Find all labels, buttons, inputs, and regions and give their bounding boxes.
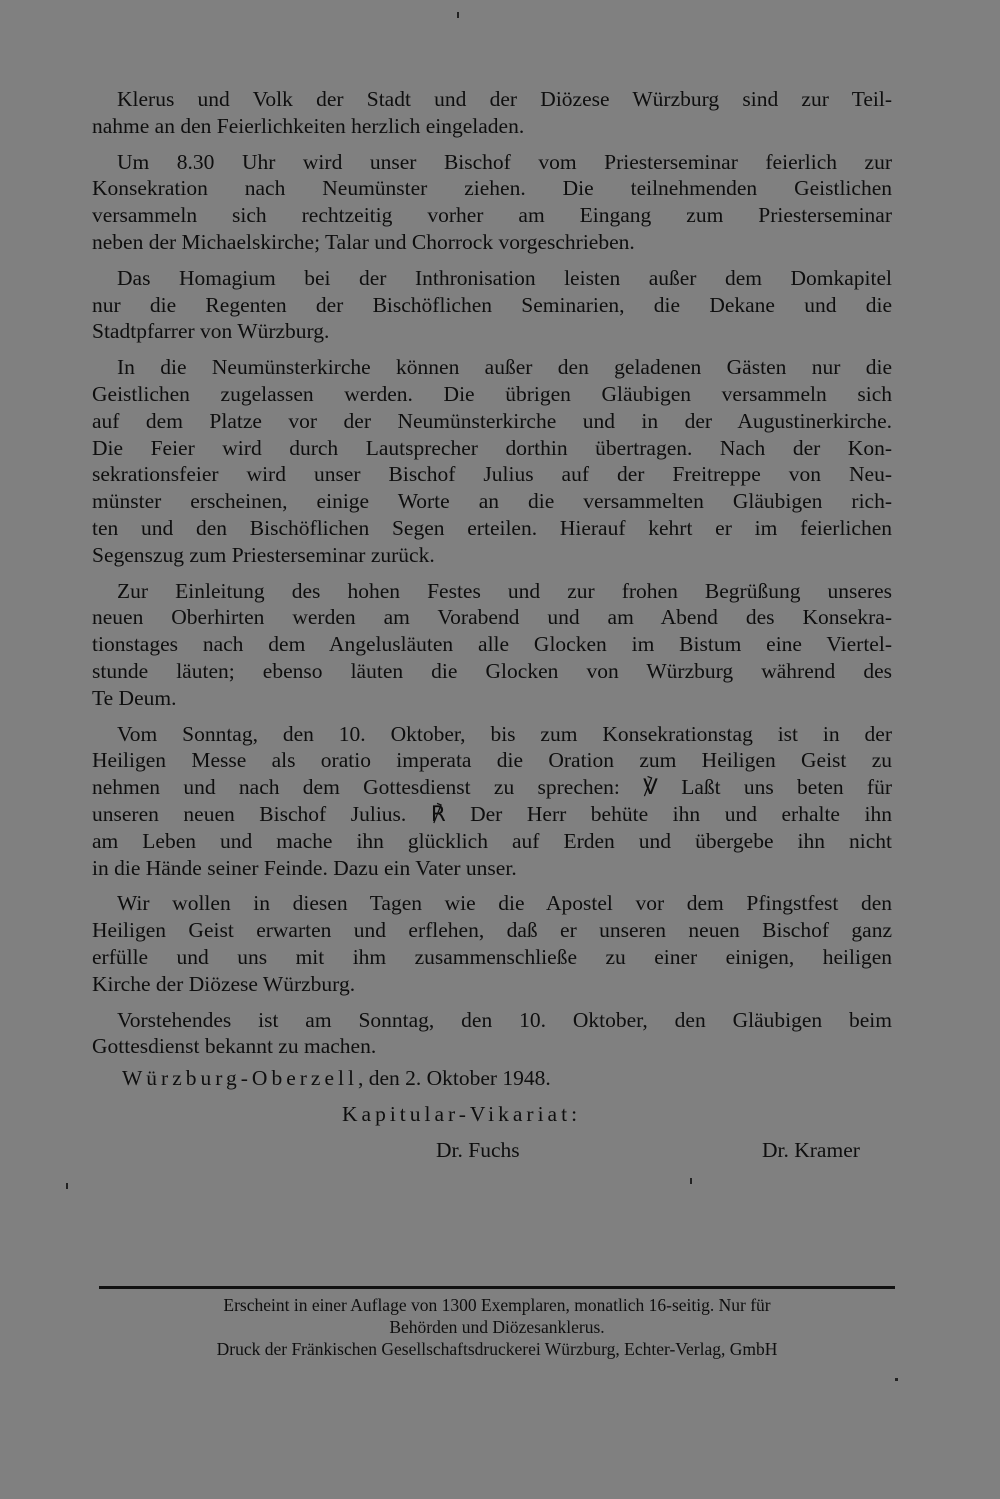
footer-divider — [99, 1286, 895, 1289]
text-line: Das Homagium bei der Inthronisation leisten außer dem Domkapitel — [117, 265, 892, 290]
paragraph-invitation — [92, 86, 892, 140]
paragraph-procession — [92, 149, 892, 256]
paragraph-pentecost — [92, 890, 892, 997]
text-line: ten und den Bischöflichen Segen erteilen. Hierauf kehrt er im feierlichen — [92, 515, 892, 540]
text-line: neuen Oberhirten werden am Vorabend und am Abend des Konsekra- — [92, 605, 892, 630]
text-line: stunde läuten; ebenso läuten die Glocken von Würzburg während des — [92, 658, 892, 683]
text-line: neben der Michaelskirche; Talar und Chorrock vorgeschrieben. — [92, 229, 635, 254]
text-line: Zur Einleitung des hohen Festes und zur frohen Begrüßung unseres — [117, 578, 892, 603]
text-line: Heiligen Geist erwarten und erflehen, daß er unseren neuen Bischof ganz — [92, 918, 892, 943]
paragraph-oratio — [92, 721, 892, 882]
text-line: Gottesdienst bekannt zu machen. — [92, 1034, 377, 1059]
office-title: Kapitular-Vikariat: — [342, 1102, 582, 1126]
paragraph-bells — [92, 578, 892, 712]
paragraph-neumuenster — [92, 354, 892, 568]
publication-footer — [99, 1294, 895, 1360]
text-line: Kirche der Diözese Würzburg. — [92, 971, 356, 996]
text-line: Te Deum. — [92, 685, 177, 710]
paragraph-announcement — [92, 1007, 892, 1061]
scan-speck — [457, 12, 459, 18]
paragraph-homagium — [92, 265, 892, 345]
place-name: Würzburg-Oberzell — [122, 1066, 358, 1090]
signatory-kramer: Dr. Kramer — [762, 1138, 860, 1162]
text-line: In die Neumünsterkirche können außer den geladenen Gästen nur die — [117, 355, 892, 380]
footer-line: Behörden und Diözesanklerus. — [389, 1317, 605, 1337]
footer-line: Erscheint in einer Auflage von 1300 Exemplaren, monatlich 16-seitig. Nur für — [223, 1295, 771, 1315]
text-line: Wir wollen in diesen Tagen wie die Apostel vor dem Pfingstfest den — [117, 891, 892, 916]
text-line: Heiligen Messe als oratio imperata die Oration zum Heiligen Geist zu — [92, 748, 892, 773]
scan-speck — [690, 1178, 692, 1184]
text-line: tionstages nach dem Angelusläuten alle Glocken im Bistum eine Viertel- — [92, 632, 892, 657]
dateline — [122, 1066, 551, 1091]
text-line: Vorstehendes ist am Sonntag, den 10. Oktober, den Gläubigen beim — [117, 1007, 892, 1032]
text-line: in die Hände seiner Feinde. Dazu ein Vater unser. — [92, 855, 517, 880]
text-line: am Leben und mache ihn glücklich auf Erden und übergebe ihn nicht — [92, 828, 892, 853]
text-line: unseren neuen Bischof Julius. ℟ Der Herr behüte ihn und erhalte ihn — [92, 801, 892, 826]
text-line: erfülle und uns mit ihm zusammenschließe zu einer einigen, heiligen — [92, 944, 892, 969]
text-line: sekrationsfeier wird unser Bischof Julius auf der Freitreppe von Neu- — [92, 462, 892, 487]
text-line: nahme an den Feierlichkeiten herzlich eingeladen. — [92, 113, 525, 138]
text-line: Klerus und Volk der Stadt und der Diözese Würzburg sind zur Teil- — [117, 87, 892, 111]
date-text: , den 2. Oktober 1948. — [357, 1066, 551, 1090]
scan-speck — [895, 1378, 898, 1381]
text-line: münster erscheinen, einige Worte an die versammelten Gläubigen rich- — [92, 489, 892, 514]
text-line: Konsekration nach Neumünster ziehen. Die teilnehmenden Geistlichen — [92, 176, 892, 201]
text-line: Vom Sonntag, den 10. Oktober, bis zum Konsekrationstag ist in der — [117, 721, 892, 746]
text-line: Die Feier wird durch Lautsprecher dorthin übertragen. Nach der Kon- — [92, 435, 892, 460]
text-line: Stadtpfarrer von Würzburg. — [92, 319, 330, 344]
text-line: versammeln sich rechtzeitig vorher am Eingang zum Priesterseminar — [92, 203, 892, 228]
footer-line: Druck der Fränkischen Gesellschaftsdruckerei Würzburg, Echter-Verlag, GmbH — [216, 1339, 778, 1359]
text-line: nehmen und nach dem Gottesdienst zu sprechen: ℣ Laßt uns beten für — [92, 775, 892, 800]
text-line: auf dem Platze vor der Neumünsterkirche und in der Augustinerkirche. — [92, 408, 892, 433]
text-line: Geistlichen zugelassen werden. Die übrigen Gläubigen versammeln sich — [92, 381, 892, 406]
text-line: Um 8.30 Uhr wird unser Bischof vom Priesterseminar feierlich zur — [117, 149, 892, 174]
document-body — [92, 86, 892, 1069]
text-line: nur die Regenten der Bischöflichen Seminarien, die Dekane und die — [92, 292, 892, 317]
signatory-fuchs: Dr. Fuchs — [436, 1138, 520, 1162]
scan-speck — [66, 1183, 68, 1189]
text-line: Segenszug zum Priesterseminar zurück. — [92, 542, 435, 567]
